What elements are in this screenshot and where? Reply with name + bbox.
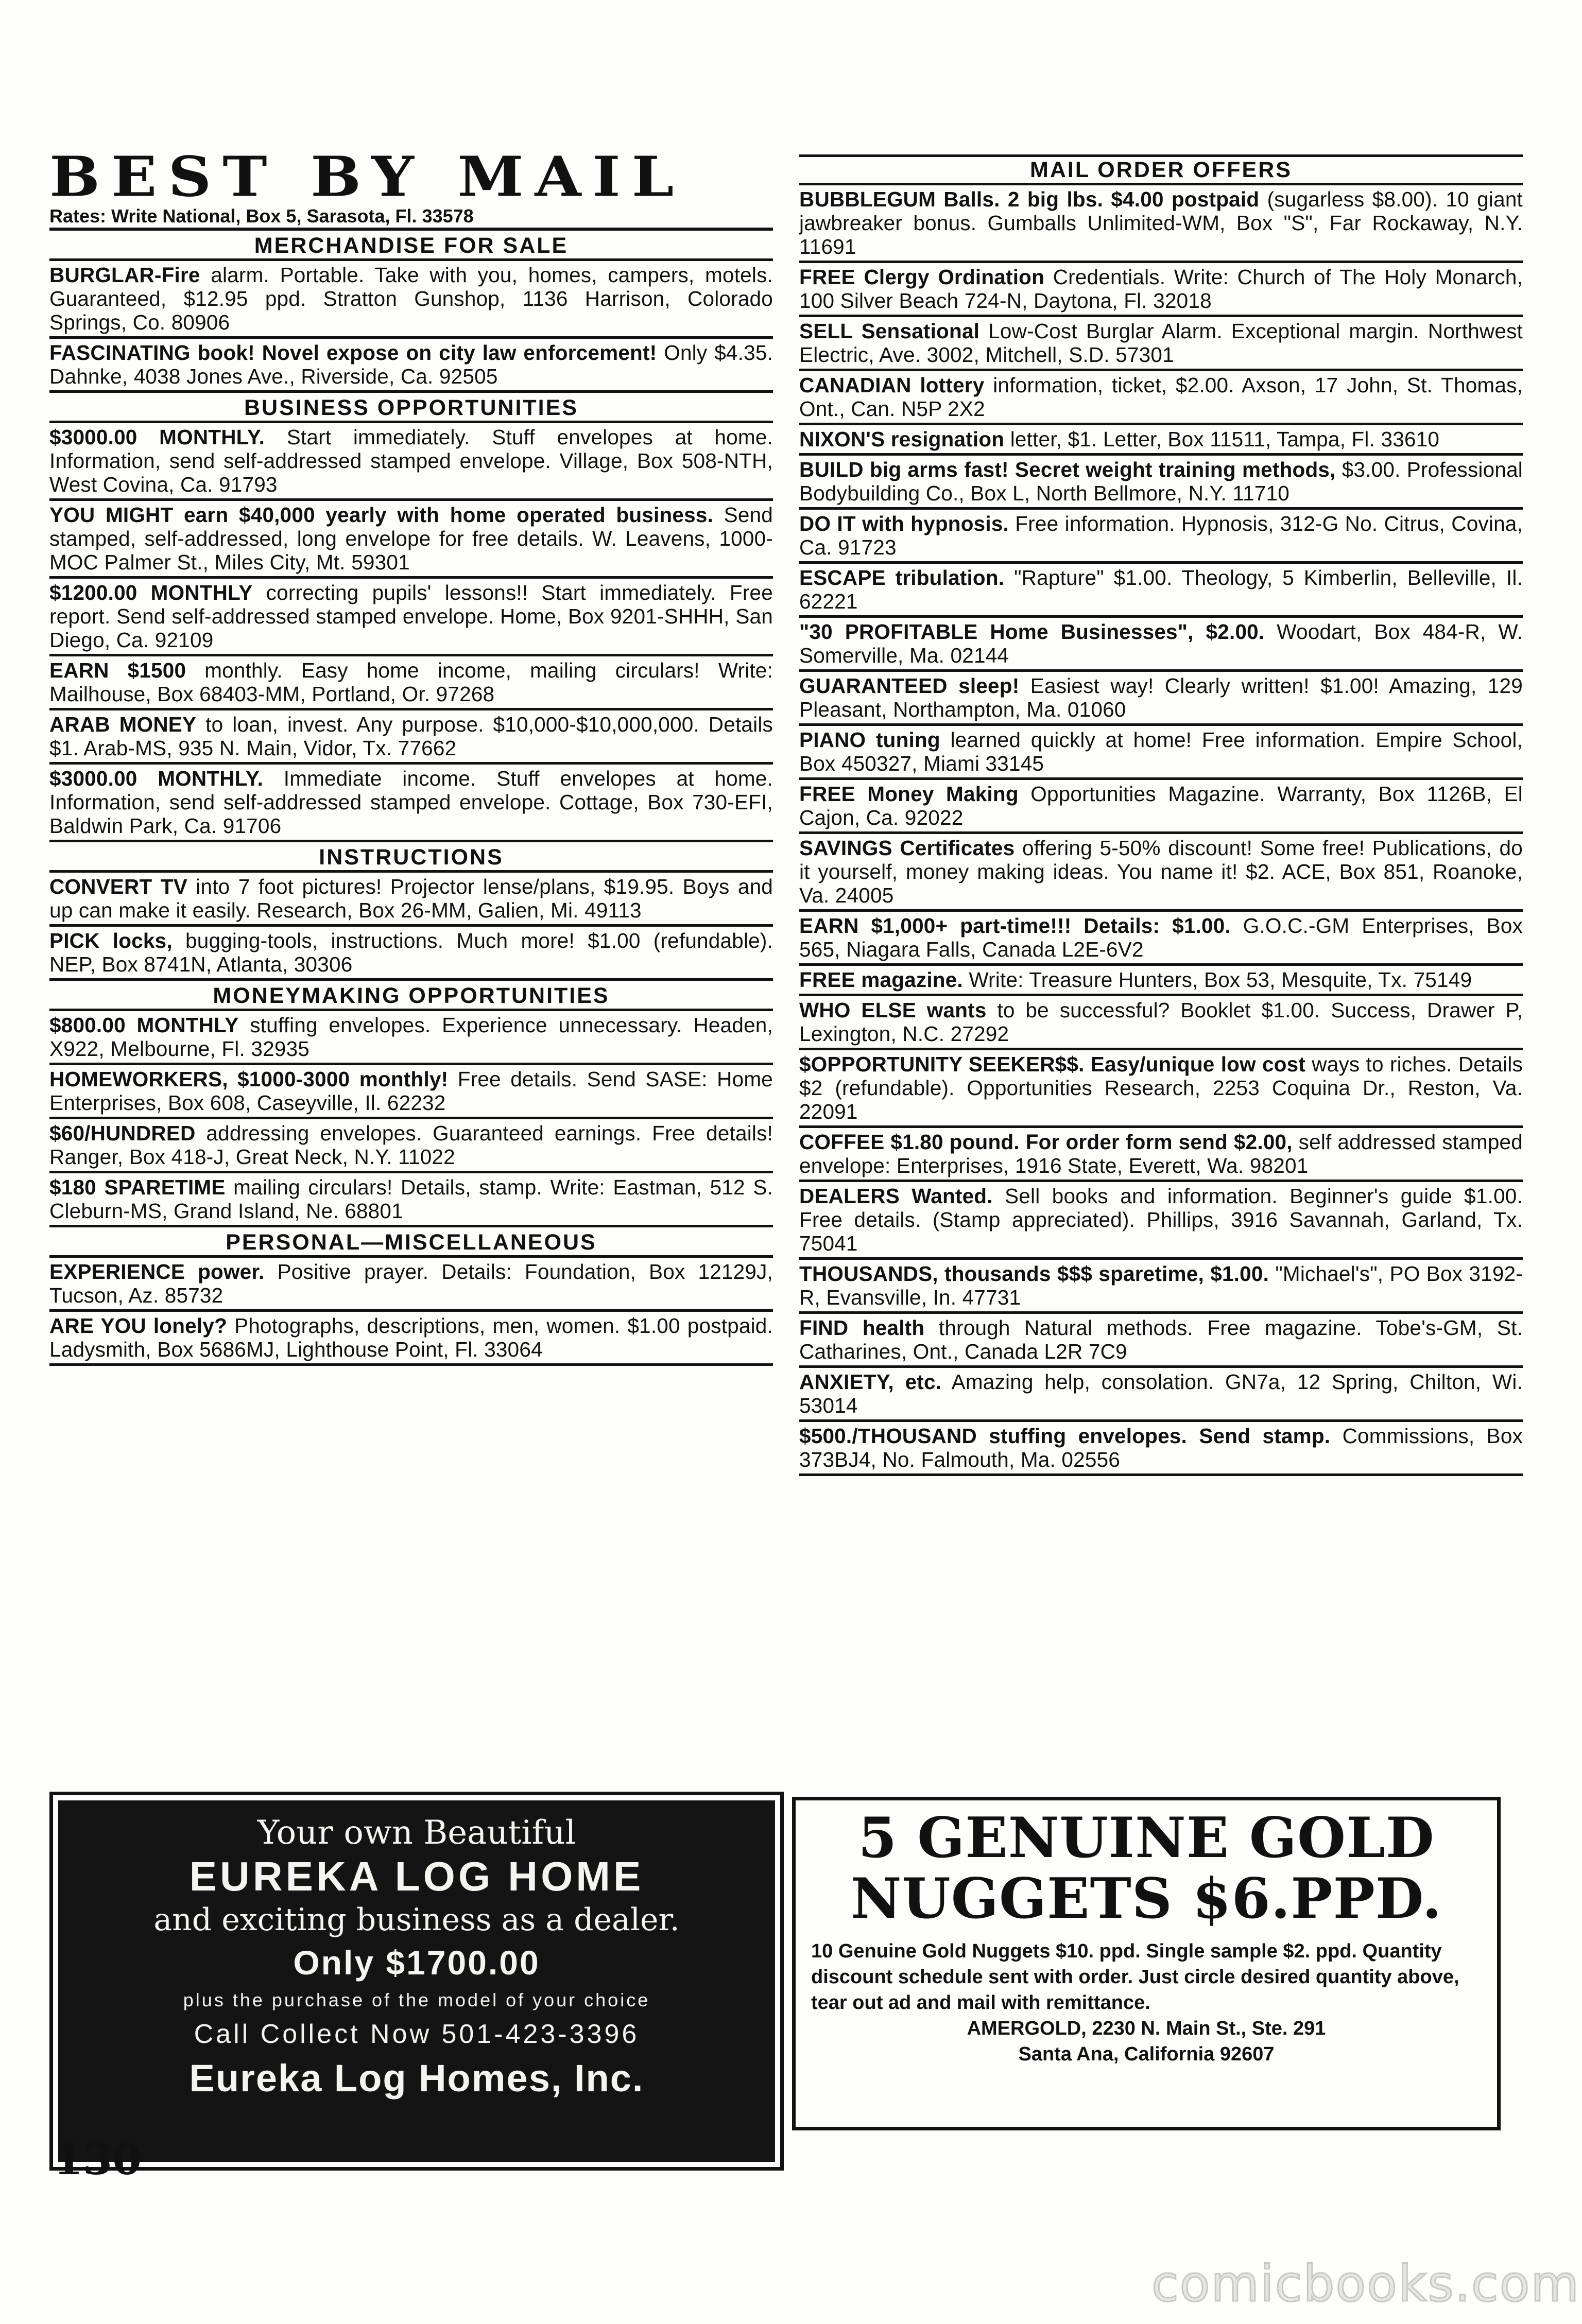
- classified-ad: [49, 579, 773, 656]
- classified-ad: [799, 371, 1523, 425]
- ad-lead: $3000.00 MONTHLY.: [49, 425, 265, 449]
- classified-ad: [799, 564, 1523, 618]
- classified-ad: [799, 1128, 1523, 1182]
- gold-address-1: AMERGOLD, 2230 N. Main St., Ste. 291: [967, 2018, 1326, 2039]
- masthead-title: BEST BY MAIL: [49, 145, 685, 210]
- ad-lead: $OPPORTUNITY SEEKER$$. Easy/unique low cost: [799, 1052, 1306, 1076]
- ad-text: Credentials. Write: Church of The Holy Monarch, 100 Silver Beach 724-N, Daytona, Fl. 32018: [799, 265, 1523, 313]
- classified-ad: [799, 1050, 1523, 1128]
- eureka-company: Eureka Log Homes, Inc.: [189, 2057, 644, 2100]
- classified-ad: [799, 834, 1523, 912]
- ad-lead: $800.00 MONTHLY: [49, 1013, 239, 1037]
- classified-ad: [49, 710, 773, 765]
- ad-text: Opportunities Magazine. Warranty, Box 1126B, El Cajon, Ca. 92022: [799, 782, 1523, 829]
- ad-lead: FIND health: [799, 1316, 925, 1340]
- section-heading: MERCHANDISE FOR SALE: [49, 233, 773, 261]
- ad-text: ways to riches. Details $2 (refundable). Opportunities Research, 2253 Coquina Dr., Reston, Va. 22091: [799, 1052, 1523, 1123]
- ad-text: (sugarless $8.00). 10 giant jawbreaker bonus. Gumballs Unlimited-WM, Box "S", Far Rockaway, N.Y. 11691: [799, 187, 1523, 258]
- ad-text: Low-Cost Burglar Alarm. Exceptional margin. Northwest Electric, Ave. 3002, Mitchell, S.D. 57301: [799, 319, 1523, 367]
- gold-body: 10 Genuine Gold Nuggets $10. ppd. Single sample $2. ppd. Quantity discount schedule sent with order. Just circle desired quantity above, tear out ad and mail with remittance.: [811, 1940, 1459, 2014]
- ad-text: letter, $1. Letter, Box 11511, Tampa, Fl. 33610: [1004, 427, 1440, 451]
- eureka-ad-panel: [58, 1800, 775, 2162]
- ad-lead: ARE YOU lonely?: [49, 1314, 228, 1338]
- ad-lead: SAVINGS Certificates: [799, 836, 1015, 860]
- ad-lead: FREE magazine.: [799, 968, 963, 992]
- ad-text: Write: Treasure Hunters, Box 53, Mesquite, Tx. 75149: [962, 968, 1472, 992]
- eureka-line-1: Your own Beautiful: [257, 1814, 576, 1852]
- classified-ad: [49, 423, 773, 501]
- ad-lead: BURGLAR-Fire: [49, 263, 200, 287]
- classified-ad: [799, 1182, 1523, 1260]
- ad-text: Free details. Send SASE: Home Enterprises, Box 608, Caseyville, Il. 62232: [49, 1067, 773, 1115]
- ad-lead: ARAB MONEY: [49, 713, 197, 736]
- classified-ad: [49, 1065, 773, 1119]
- ad-text: Immediate income. Stuff envelopes at home. Information, send self-addressed stamped envelope. Cottage, Box 730-EFI, Baldwin Park, Ca. 91706: [49, 767, 773, 838]
- eureka-line-3: and exciting business as a dealer.: [153, 1902, 680, 1938]
- ad-text: "Michael's", PO Box 3192-R, Evansville, In. 47731: [799, 1262, 1523, 1309]
- masthead: [49, 145, 773, 231]
- eureka-line-5: plus the purchase of the model of your choice: [183, 1989, 650, 2010]
- ad-lead: ANXIETY, etc.: [799, 1370, 942, 1394]
- ad-text: through Natural methods. Free magazine. Tobe's-GM, St. Catharines, Ont., Canada L2R 7C9: [799, 1316, 1523, 1363]
- classified-ad: [49, 1258, 773, 1312]
- classified-ad: [799, 510, 1523, 564]
- classified-ad: [49, 1011, 773, 1065]
- ad-lead: BUBBLEGUM Balls. 2 big lbs. $4.00 postpaid: [799, 187, 1260, 211]
- classified-ad: [799, 1260, 1523, 1314]
- classified-ad: [799, 672, 1523, 726]
- section-heading: MONEYMAKING OPPORTUNITIES: [49, 983, 773, 1011]
- ad-lead: GUARANTEED sleep!: [799, 674, 1020, 698]
- ad-text: Sell books and information. Beginner's guide $1.00. Free details. (Stamp appreciated). Phillips, 3916 Savannah, Garland, Tx. 75041: [799, 1184, 1523, 1255]
- ad-text: correcting pupils' lessons!! Start immediately. Free report. Send self-addressed stamped envelope. Home, Box 9201-SHHH, San Diego, Ca. 92109: [49, 581, 773, 652]
- ad-text: self addressed stamped envelope: Enterprises, 1916 State, Everett, Wa. 98201: [799, 1130, 1523, 1177]
- left-sections: [49, 233, 773, 1366]
- classified-ad: [799, 185, 1523, 263]
- classified-ad: [799, 1422, 1523, 1476]
- ad-lead: EARN $1,000+ part-time!!! Details: $1.00.: [799, 914, 1231, 938]
- ad-lead: $1200.00 MONTHLY: [49, 581, 253, 604]
- ad-text: Send stamped, self-addressed, long envelope for free details. W. Leavens, 1000-MOC Palmer St., Miles City, Mt. 59301: [49, 503, 773, 574]
- ad-lead: FASCINATING book! Novel expose on city law enforcement!: [49, 341, 657, 365]
- ad-lead: BUILD big arms fast! Secret weight training methods,: [799, 458, 1336, 481]
- ad-lead: THOUSANDS, thousands $$$ sparetime, $1.00.: [799, 1262, 1269, 1286]
- ad-text: alarm. Portable. Take with you, homes, campers, motels. Guaranteed, $12.95 ppd. Stratton Gunshop, 1136 Harrison, Colorado Springs, Co. 80906: [49, 263, 773, 334]
- section-heading: PERSONAL—MISCELLANEOUS: [49, 1229, 773, 1258]
- ad-lead: CANADIAN lottery: [799, 373, 985, 397]
- ad-lead: EXPERIENCE power.: [49, 1260, 265, 1284]
- ad-text: Commissions, Box 373BJ4, No. Falmouth, Ma. 02556: [799, 1424, 1523, 1471]
- ad-lead: ESCAPE tribulation.: [799, 566, 1005, 589]
- ad-text: stuffing envelopes. Experience unnecessary. Headen, X922, Melbourne, Fl. 32935: [49, 1013, 773, 1061]
- classified-ad: [49, 765, 773, 842]
- classified-ad: [799, 425, 1523, 456]
- ad-text: to be successful? Booklet $1.00. Success, Drawer P, Lexington, N.C. 27292: [799, 998, 1523, 1046]
- ad-text: information, ticket, $2.00. Axson, 17 John, St. Thomas, Ont., Can. N5P 2X2: [799, 373, 1523, 421]
- ad-text: offering 5-50% discount! Some free! Publications, do it yourself, money making ideas. You name it! $2. ACE, Box 851, Roanoke, Va. 24005: [799, 836, 1523, 907]
- section-heading: BUSINESS OPPORTUNITIES: [49, 395, 773, 423]
- gold-headline-1: 5 GENUINE GOLD: [858, 1806, 1435, 1870]
- ad-lead: PICK locks,: [49, 929, 173, 952]
- classified-ad: [799, 456, 1523, 510]
- ad-text: learned quickly at home! Free information. Empire School, Box 450327, Miami 33145: [799, 728, 1523, 775]
- classified-ad: [49, 1173, 773, 1227]
- gold-headline-2: NUGGETS $6.PPD.: [850, 1866, 1442, 1931]
- ad-lead: CONVERT TV: [49, 875, 187, 898]
- ad-text: Start immediately. Stuff envelopes at home. Information, send self-addressed stamped envelope. Village, Box 508-NTH, West Covina, Ca. 91793: [49, 425, 773, 496]
- classified-ad: [799, 726, 1523, 780]
- masthead-rates: Rates: Write National, Box 5, Sarasota, Fl. 33578: [49, 206, 773, 231]
- ad-text: monthly. Easy home income, mailing circulars! Write: Mailhouse, Box 68403-MM, Portland, Or. 97268: [49, 658, 773, 706]
- classified-ad: [49, 656, 773, 710]
- ad-lead: DO IT with hypnosis.: [799, 512, 1009, 535]
- gold-address-2: Santa Ana, California 92607: [1018, 2043, 1275, 2065]
- classified-ad: [799, 317, 1523, 371]
- ad-text: Positive prayer. Details: Foundation, Box 12129J, Tucson, Az. 85732: [49, 1260, 773, 1307]
- classified-ad: [49, 1312, 773, 1366]
- ad-lead: COFFEE $1.80 pound. For order form send $2.00,: [799, 1130, 1293, 1154]
- ad-lead: $180 SPARETIME: [49, 1175, 226, 1199]
- section-heading-mail-order: MAIL ORDER OFFERS: [799, 154, 1523, 185]
- eureka-phone: Call Collect Now 501-423-3396: [194, 2019, 640, 2049]
- ad-text: into 7 foot pictures! Projector lense/plans, $19.95. Boys and up can make it easily. Research, Box 26-MM, Galien, Mi. 49113: [49, 875, 773, 922]
- ad-lead: HOMEWORKERS, $1000-3000 monthly!: [49, 1067, 449, 1091]
- eureka-log-home-ad: [49, 1792, 784, 2171]
- classified-ad: [799, 966, 1523, 996]
- classified-ad: [799, 618, 1523, 672]
- classified-ad: [49, 261, 773, 339]
- ad-text: $3.00. Professional Bodybuilding Co., Box L, North Bellmore, N.Y. 11710: [799, 458, 1523, 505]
- right-ads: [799, 185, 1523, 1476]
- classified-ad: [799, 263, 1523, 317]
- ad-text: to loan, invest. Any purpose. $10,000-$10,000,000. Details $1. Arab-MS, 935 N. Main, Vidor, Tx. 77662: [49, 713, 773, 760]
- classified-ad: [799, 912, 1523, 966]
- classified-ad: [799, 780, 1523, 834]
- left-column: [49, 145, 773, 1366]
- ad-text: Easiest way! Clearly written! $1.00! Amazing, 129 Pleasant, Northampton, Ma. 01060: [799, 674, 1523, 721]
- ad-text: Photographs, descriptions, men, women. $1.00 postpaid. Ladysmith, Box 5686MJ, Lighthouse Point, Fl. 33064: [49, 1314, 773, 1361]
- ad-lead: YOU MIGHT earn $40,000 yearly with home operated business.: [49, 503, 713, 527]
- ad-lead: SELL Sensational: [799, 319, 980, 343]
- ad-text: bugging-tools, instructions. Much more! $1.00 (refundable). NEP, Box 8741N, Atlanta, 30306: [49, 929, 773, 976]
- section-heading: INSTRUCTIONS: [49, 844, 773, 873]
- ad-text: Only $4.35. Dahnke, 4038 Jones Ave., Riverside, Ca. 92505: [49, 341, 773, 388]
- page-number: 130: [54, 2135, 142, 2184]
- ad-lead: WHO ELSE wants: [799, 998, 987, 1022]
- right-column: [799, 152, 1523, 1476]
- ad-text: addressing envelopes. Guaranteed earnings. Free details! Ranger, Box 418-J, Great Neck, N.Y. 11022: [49, 1121, 773, 1169]
- classified-ad: [799, 996, 1523, 1050]
- ad-lead: PIANO tuning: [799, 728, 940, 752]
- ad-text: "Rapture" $1.00. Theology, 5 Kimberlin, Belleville, Il. 62221: [799, 566, 1523, 613]
- ad-lead: $500./THOUSAND stuffing envelopes. Send stamp.: [799, 1424, 1331, 1448]
- classified-ad: [49, 873, 773, 927]
- classified-ad: [799, 1314, 1523, 1368]
- ad-lead: EARN $1500: [49, 658, 186, 682]
- eureka-line-2: EUREKA LOG HOME: [189, 1853, 644, 1899]
- classified-ad: [49, 1119, 773, 1173]
- watermark: comicbooks.com: [1151, 2255, 1580, 2313]
- ad-lead: $60/HUNDRED: [49, 1121, 196, 1145]
- ad-lead: "30 PROFITABLE Home Businesses", $2.00.: [799, 620, 1265, 644]
- ad-text: mailing circulars! Details, stamp. Write: Eastman, 512 S. Cleburn-MS, Grand Island, Ne. 68801: [49, 1175, 773, 1223]
- ad-text: Free information. Hypnosis, 312-G No. Citrus, Covina, Ca. 91723: [799, 512, 1523, 559]
- ad-lead: FREE Money Making: [799, 782, 1019, 806]
- ad-lead: $3000.00 MONTHLY.: [49, 767, 264, 790]
- ad-text: G.O.C.-GM Enterprises, Box 565, Niagara Falls, Canada L2E-6V2: [799, 914, 1523, 961]
- ad-text: Woodart, Box 484-R, W. Somerville, Ma. 02144: [799, 620, 1523, 667]
- classified-ad: [49, 339, 773, 393]
- eureka-price: Only $1700.00: [293, 1944, 540, 1982]
- classified-ad: [49, 501, 773, 579]
- ad-lead: DEALERS Wanted.: [799, 1184, 993, 1208]
- ad-lead: FREE Clergy Ordination: [799, 265, 1045, 289]
- classified-ad: [799, 1368, 1523, 1422]
- ad-text: Amazing help, consolation. GN7a, 12 Spring, Chilton, Wi. 53014: [799, 1370, 1523, 1417]
- ad-lead: NIXON'S resignation: [799, 427, 1005, 451]
- gold-nuggets-ad: [792, 1797, 1501, 2130]
- classified-ad: [49, 927, 773, 981]
